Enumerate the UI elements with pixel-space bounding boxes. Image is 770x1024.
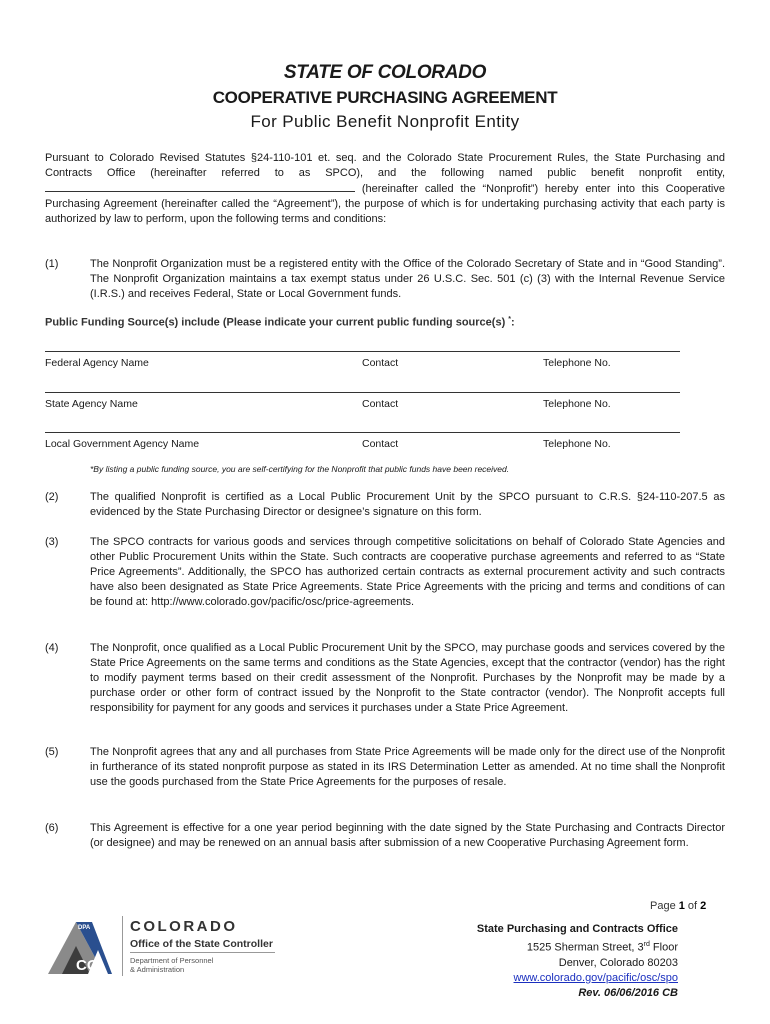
agreement-subtitle: For Public Benefit Nonprofit Entity [250, 112, 520, 131]
logo-office: Office of the State Controller [130, 938, 273, 950]
funding-footnote: *By listing a public funding source, you are self-certifying for the Nonprofit that public funds have been received. [90, 464, 510, 474]
funding-phone-label: Telephone No. [543, 398, 611, 410]
logo-department [130, 956, 213, 974]
colorado-osc-logo [46, 916, 286, 986]
term-number: (2) [45, 491, 59, 503]
page-of: of [684, 900, 701, 912]
revision-date: Rev. 06/06/2016 CB [578, 986, 678, 999]
term-number: (4) [45, 642, 59, 654]
funding-row-state[interactable] [45, 392, 680, 410]
intro-paragraph [45, 151, 725, 227]
term-number: (6) [45, 822, 59, 834]
page-total: 2 [700, 900, 707, 912]
funding-agency-label: State Agency Name [45, 398, 138, 410]
badge-top: DPA [78, 925, 91, 931]
term-number: (3) [45, 536, 59, 548]
funding-heading-mark: * [508, 316, 512, 323]
term-text: The Nonprofit, once qualified as a Local Public Procurement Unit by the SPCO, may purchase goods and services covered by the State Price Agreements on the same terms and conditions as the State Agencies, except that the contractor (vendor) has the right to modify payment terms based on their credit assessment of the Nonprofit. Purchases by the Nonprofit may be made by a purchase order or other form of contract issued by the Nonprofit to the State contractor (vendor). The Nonprofit accepts full responsibility for payment for any goods and services it purchases under a State Price Agreement. [90, 642, 725, 714]
office-address-block [477, 922, 678, 1001]
term-number: (1) [45, 258, 59, 270]
logo-wordmark: COLORADO [130, 918, 238, 935]
page-label: Page [650, 900, 679, 912]
funding-entry-line [45, 392, 680, 393]
page-number [650, 900, 706, 912]
office-website-link[interactable]: www.colorado.gov/pacific/osc/spo [513, 971, 678, 984]
street-text: 1525 Sherman Street, 3 [526, 941, 644, 954]
funding-contact-label: Contact [362, 398, 399, 410]
term-text: The SPCO contracts for various goods and services through competitive solicitations on behalf of Colorado State Agencies and other Public Procurement Units within the State. Such contracts are cooperative purchase agreements and referred to as “State Price Agreements”. Additionally, the SPCO has authorized certain contracts as external procurement activity and such contracts have also been designated as State Price Agreements. State Price Agreements with the pricing and terms and conditions of can be found at: http://www.colorado.gov/pacific/osc/price-agreements. [90, 536, 725, 608]
office-name: State Purchasing and Contracts Office [476, 923, 678, 935]
term-text: This Agreement is effective for a one year period beginning with the date signed by the State Purchasing and Contracts Director (or designee) and may be renewed on an annual basis after submission of a new Cooperative Purchasing Agreement form. [90, 822, 725, 849]
funding-heading-end: : [511, 316, 515, 329]
document-title: STATE OF COLORADO [283, 62, 487, 83]
street-sup: rd [643, 941, 650, 948]
term-text: The qualified Nonprofit is certified as a Local Public Procurement Unit by the SPCO pursuant to C.R.S. §24-110-207.5 as evidenced by the State Purchasing Director or designee’s signature on this form. [90, 491, 725, 518]
term-item-4 [45, 641, 725, 716]
funding-phone-label: Telephone No. [543, 438, 611, 450]
logo-divider [122, 916, 123, 976]
nonprofit-name-field[interactable] [45, 181, 355, 192]
logo-rule [130, 952, 275, 953]
funding-phone-label: Telephone No. [543, 357, 611, 369]
office-city: Denver, Colorado 80203 [558, 956, 678, 969]
funding-entry-line [45, 432, 680, 433]
funding-heading [45, 316, 515, 329]
funding-row-local[interactable] [45, 432, 680, 450]
funding-contact-label: Contact [362, 438, 399, 450]
term-item-1 [45, 257, 725, 302]
funding-agency-label: Federal Agency Name [45, 357, 149, 369]
street-end: Floor [649, 941, 678, 954]
term-text: The Nonprofit agrees that any and all purchases from State Price Agreements will be made only for the direct use of the Nonprofit in furtherance of its stated nonprofit purpose as stated in its IRS Determination Letter as amended. At no time shall the Nonprofit use the goods purchased from the State Price Agreements for the purposes of resale. [90, 746, 725, 788]
logo-dept-line2: & Administration [130, 965, 185, 974]
office-street [477, 937, 678, 956]
term-item-5 [45, 745, 725, 790]
term-number: (5) [45, 746, 59, 758]
term-item-6 [45, 821, 725, 851]
funding-contact-label: Contact [362, 357, 399, 369]
term-text: The Nonprofit Organization must be a registered entity with the Office of the Colorado Secretary of State and in “Good Standing”. The Nonprofit Organization maintains a tax exempt status under 26 U.S.C. Sec. 501 (c) (3) with the Internal Revenue Service (I.R.S.) and receives Federal, State or Local Government funds. [90, 258, 725, 300]
funding-agency-label: Local Government Agency Name [45, 438, 200, 450]
term-item-3 [45, 535, 725, 610]
term-item-2 [45, 490, 725, 520]
funding-heading-text: Public Funding Source(s) include (Please indicate your current public funding source(s) [45, 316, 509, 329]
funding-row-federal[interactable] [45, 351, 680, 369]
logo-dept-line1: Department of Personnel [130, 956, 214, 965]
funding-entry-line [45, 351, 680, 352]
intro-text-1: Pursuant to Colorado Revised Statutes §24-110-101 et. seq. and the Colorado State Procurement Rules, the State Purchasing and Contracts Office (hereinafter referred to as SPCO), and the following named public benefit nonprofit entity, [45, 152, 725, 179]
badge-letters: CO [76, 957, 99, 974]
intro-text-2: (hereinafter called the “Nonprofit”) hereby enter into this Cooperative Purchasing Agreement (hereinafter called the “Agreement”), the purpose of which is for undertaking purchasing activity that each party is authorized by law to perform, upon the following terms and conditions: [45, 183, 725, 225]
page-current: 1 [678, 900, 685, 912]
dpa-mountain-icon [46, 916, 118, 978]
agreement-title: COOPERATIVE PURCHASING AGREEMENT [212, 88, 558, 107]
